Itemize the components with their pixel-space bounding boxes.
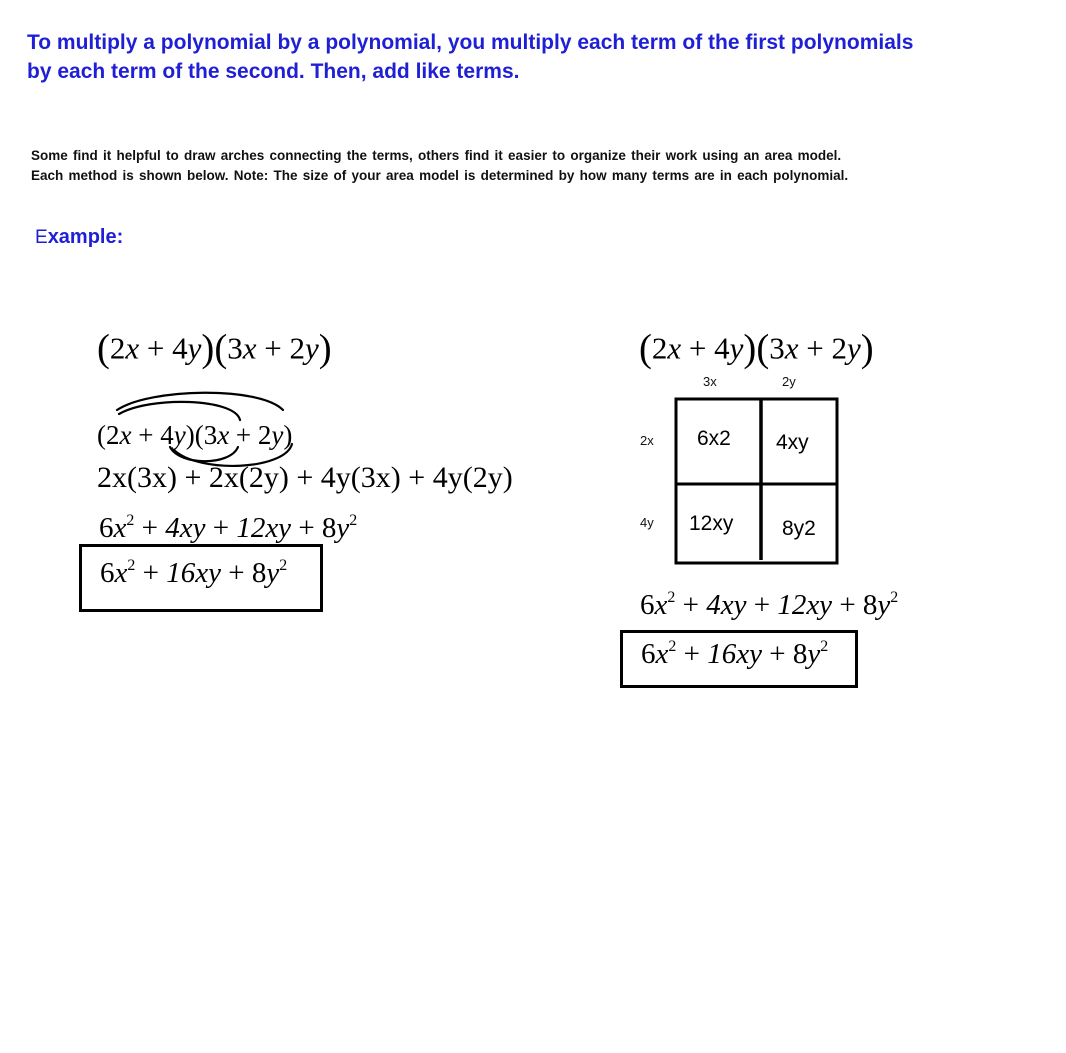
example-label-rest: xample: xyxy=(47,226,124,248)
multiplication-arches xyxy=(117,393,292,466)
example-label-initial: E xyxy=(35,227,48,248)
arch-2x-to-2y xyxy=(117,393,283,410)
heading-line-2: by each term of the second. Then, add like terms. xyxy=(27,60,520,83)
intro-line-2: Each method is shown below. Note: The size of your area model is determined by how many terms are in each polynomial. xyxy=(31,168,849,183)
left-products: $6x^2 + 4xy + 12xy + 8y^2$ xyxy=(99,512,358,544)
area-cell-2: 4xy xyxy=(776,431,809,454)
area-model-grid xyxy=(676,399,837,563)
arch-2x-to-3x xyxy=(119,402,240,420)
intro-line-1: Some find it helpful to draw arches connecting the terms, others find it easier to organize their work using an area model. xyxy=(31,148,842,163)
area-side-label-1: 2x xyxy=(640,433,654,448)
area-side-label-2: 4y xyxy=(640,515,654,530)
heading-line-1: To multiply a polynomial by a polynomial, you multiply each term of the first polynomials xyxy=(27,31,914,54)
area-cell-4: 8y2 xyxy=(782,517,816,540)
left-distribution: 2x(3x) + 2x(2y) + 4y(3x) + 4y(2y) xyxy=(97,461,513,494)
area-cell-3: 12xy xyxy=(689,512,734,535)
area-model-border xyxy=(676,399,837,563)
right-problem: (2x + 4y)(3x + 2y) xyxy=(639,327,874,370)
arch-4y-to-2y xyxy=(174,444,292,466)
left-arches-expression: (2x + 4y)(3x + 2y) xyxy=(97,420,293,450)
area-top-label-1: 3x xyxy=(703,374,717,389)
right-answer: $6x^2 + 16xy + 8y^2$ xyxy=(641,638,829,670)
left-answer: $6x^2 + 16xy + 8y^2$ xyxy=(100,557,288,589)
area-top-label-2: 2y xyxy=(782,374,796,389)
left-problem: (2x + 4y)(3x + 2y) xyxy=(97,327,332,370)
right-products: $6x^2 + 4xy + 12xy + 8y^2$ xyxy=(640,589,899,621)
area-cell-1: 6x2 xyxy=(697,427,731,450)
